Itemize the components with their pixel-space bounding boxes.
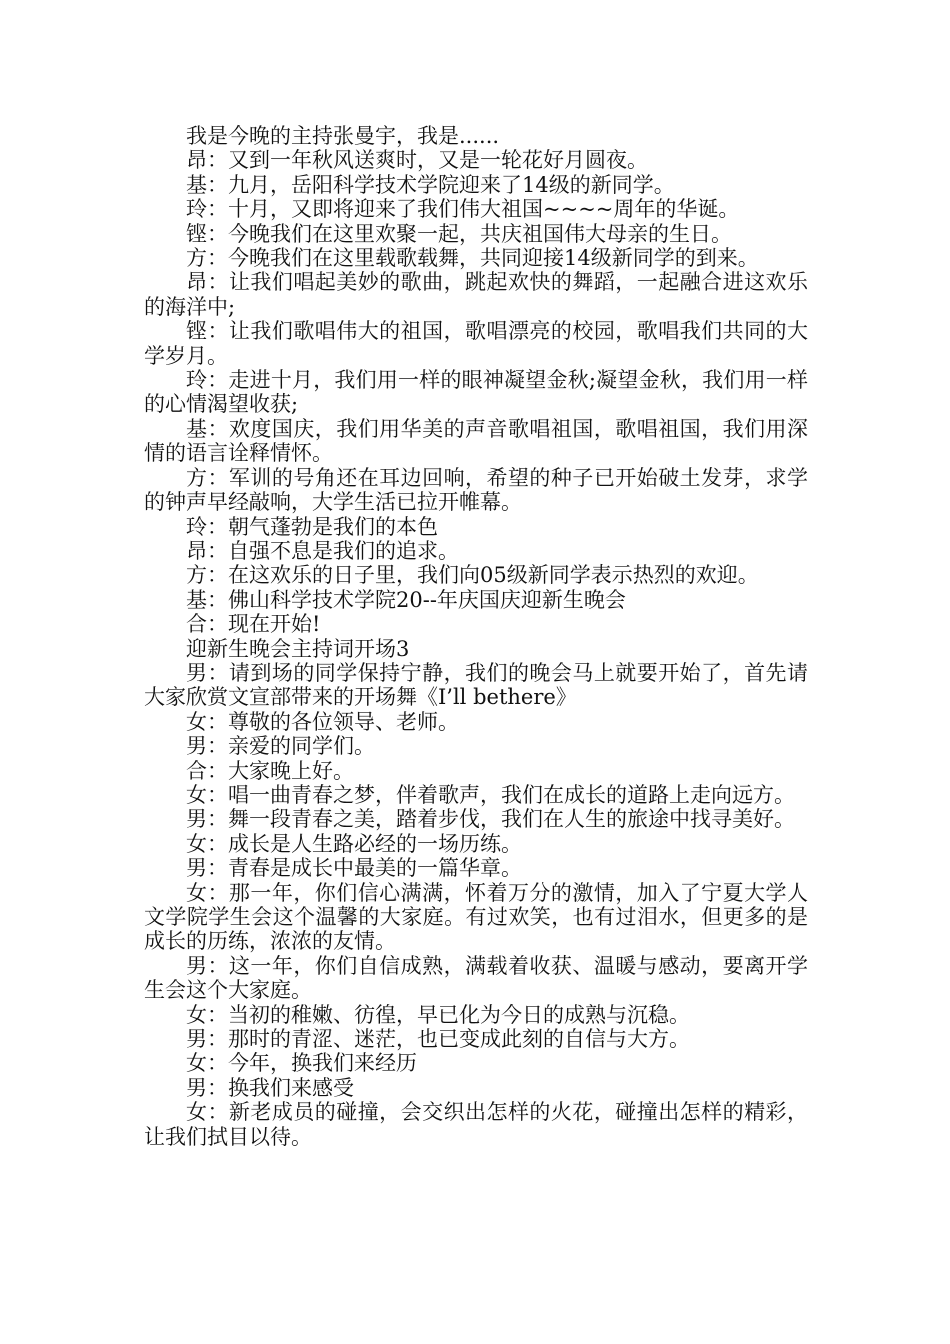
paragraph: 玲：十月，又即将迎来了我们伟大祖国~~~~周年的华诞。 xyxy=(186,197,740,222)
paragraph: 女：唱一曲青春之梦，伴着歌声，我们在成长的道路上走向远方。 xyxy=(186,782,795,807)
document-body xyxy=(144,124,808,1149)
section-heading: 迎新生晚会主持词开场3 xyxy=(186,636,410,661)
paragraph: 方：在这欢乐的日子里，我们向05级新同学表示热烈的欢迎。 xyxy=(186,563,759,588)
paragraph: 方：今晚我们在这里载歌载舞，共同迎接14级新同学的到来。 xyxy=(186,246,759,271)
paragraph: 合：现在开始! xyxy=(186,612,321,637)
paragraph: 昂：又到一年秋风送爽时，又是一轮花好月圆夜。 xyxy=(186,148,648,173)
paragraph: 铿：今晚我们在这里欢聚一起，共庆祖国伟大母亲的生日。 xyxy=(186,221,732,246)
paragraph: 铿：让我们歌唱伟大的祖国，歌唱漂亮的校园，歌唱我们共同的大学岁月。 xyxy=(144,319,808,368)
paragraph: 昂：自强不息是我们的追求。 xyxy=(186,538,459,563)
paragraph: 男：这一年，你们自信成熟，满载着收获、温暖与感动，要离开学生会这个大家庭。 xyxy=(144,953,808,1003)
paragraph: 昂：让我们唱起美妙的歌曲，跳起欢快的舞蹈，一起融合进这欢乐的海洋中; xyxy=(144,270,808,319)
paragraph: 男：那时的青涩、迷茫，也已变成此刻的自信与大方。 xyxy=(186,1027,690,1052)
paragraph: 女：尊敬的各位领导、老师。 xyxy=(186,709,459,734)
paragraph: 男：换我们来感受 xyxy=(186,1075,354,1100)
paragraph: 基：佛山科学技术学院20--年庆国庆迎新生晚会 xyxy=(186,587,626,612)
paragraph: 男：亲爱的同学们。 xyxy=(186,734,375,759)
paragraph: 基：欢度国庆，我们用华美的声音歌唱祖国，歌唱祖国，我们用深情的语言诠释情怀。 xyxy=(144,416,808,466)
paragraph: 女：那一年，你们信心满满，怀着万分的激情，加入了宁夏大学人文学院学生会这个温馨的大家庭。有过欢笑，也有过泪水，但更多的是成长的历练，浓浓的友情。 xyxy=(144,880,808,954)
paragraph: 男：请到场的同学保持宁静，我们的晚会马上就要开始了，首先请大家欣赏文宣部带来的开场舞《I’ll bethere》 xyxy=(144,660,808,710)
paragraph: 合：大家晚上好。 xyxy=(186,758,354,783)
paragraph: 女：当初的稚嫩、彷徨，早已化为今日的成熟与沉稳。 xyxy=(186,1002,690,1027)
paragraph: 我是今晚的主持张曼宇，我是...... xyxy=(186,124,500,148)
paragraph: 方：军训的号角还在耳边回响，希望的种子已开始破土发芽，求学的钟声早经敲响，大学生活已拉开帷幕。 xyxy=(144,465,808,515)
paragraph: 女：今年，换我们来经历 xyxy=(186,1051,417,1076)
paragraph: 基：九月，岳阳科学技术学院迎来了14级的新同学。 xyxy=(186,172,675,197)
paragraph: 男：舞一段青春之美，踏着步伐，我们在人生的旅途中找寻美好。 xyxy=(186,807,795,832)
paragraph: 男：青春是成长中最美的一篇华章。 xyxy=(186,856,522,881)
paragraph: 玲：朝气蓬勃是我们的本色 xyxy=(186,514,438,539)
paragraph: 玲：走进十月，我们用一样的眼神凝望金秋;凝望金秋，我们用一样的心情渴望收获; xyxy=(144,368,808,417)
paragraph: 女：成长是人生路必经的一场历练。 xyxy=(186,831,522,856)
paragraph: 女：新老成员的碰撞，会交织出怎样的火花，碰撞出怎样的精彩，让我们拭目以待。 xyxy=(144,1100,808,1149)
